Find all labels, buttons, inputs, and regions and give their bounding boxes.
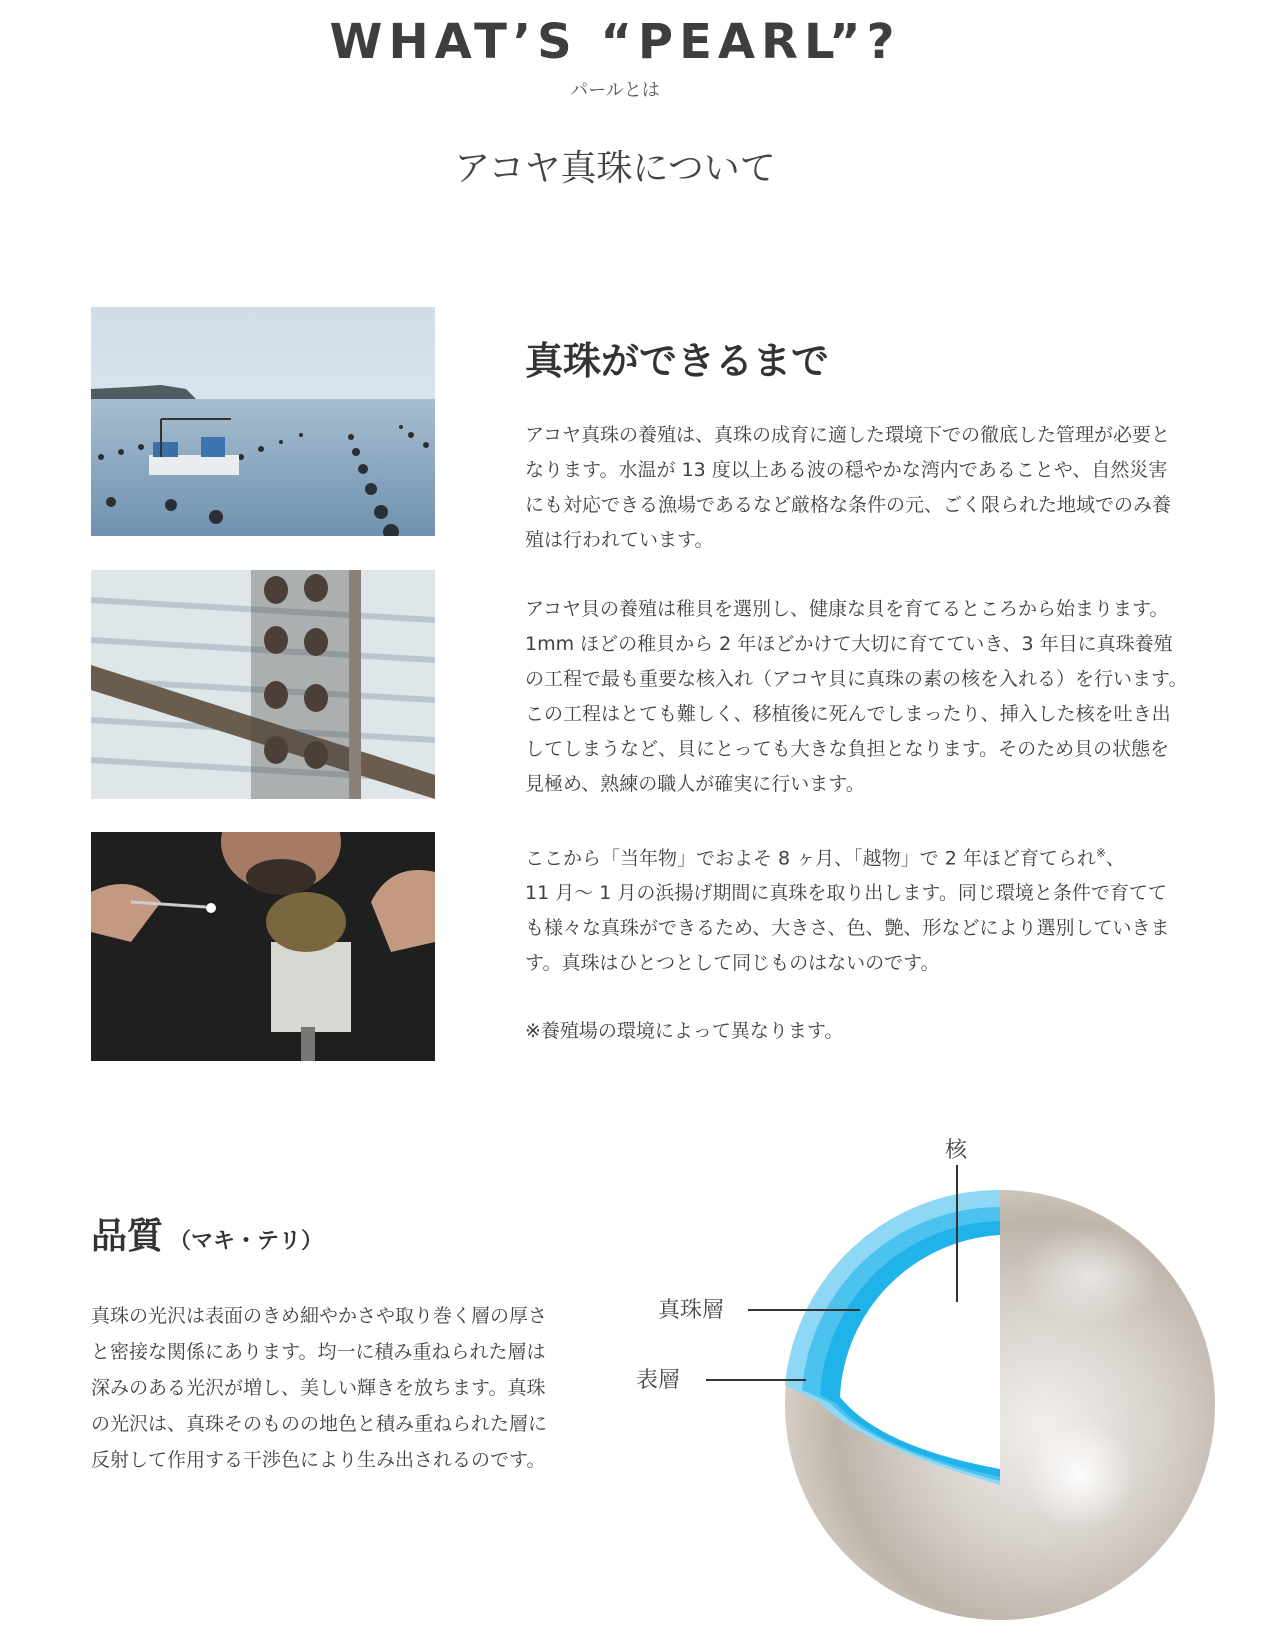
photo-oyster-nets xyxy=(91,570,435,799)
paragraph-line: にも対応できる漁場であるなど厳格な条件の元、ごく限られた地域でのみ養 xyxy=(525,494,1172,516)
paragraph-text: 、 xyxy=(1105,847,1125,870)
paragraph-line: この工程はとても難しく、移植後に死んでしまったり、挿入した核を吐き出 xyxy=(525,703,1171,725)
photo-pearl-farm-sea xyxy=(91,307,435,536)
process-paragraph-1 xyxy=(525,418,1225,558)
quality-heading xyxy=(91,1208,323,1259)
label-core: 核 xyxy=(945,1138,968,1163)
paragraph-line: 深みのある光沢が増し、美しい輝きを放ちます。真珠 xyxy=(91,1377,546,1399)
paragraph-line: の工程で最も重要な核入れ（アコヤ貝に真珠の素の核を入れる）を行います。 xyxy=(525,668,1188,690)
footnote: ※養殖場の環境によって異なります。 xyxy=(525,1020,844,1042)
paragraph-line: してしまうなど、貝にとっても大きな負担となります。そのため貝の状態を xyxy=(525,738,1170,760)
footnote-mark: ※ xyxy=(1095,846,1106,860)
label-nacre: 真珠層 xyxy=(658,1298,725,1323)
quality-paragraph xyxy=(91,1298,591,1478)
leader-line-nacre xyxy=(748,1309,860,1311)
paragraph-line: と密接な関係にあります。均一に積み重ねられた層は xyxy=(91,1341,546,1363)
label-surface: 表層 xyxy=(636,1368,681,1393)
leader-line-surface xyxy=(706,1379,806,1381)
paragraph-line: 殖は行われています。 xyxy=(525,529,714,551)
paragraph-line: アコヤ貝の養殖は稚貝を選別し、健康な貝を育てるところから始まります。 xyxy=(525,598,1169,620)
leader-line-core xyxy=(956,1165,958,1302)
paragraph-line xyxy=(525,836,1225,876)
paragraph-line: アコヤ真珠の養殖は、真珠の成育に適した環境下での徹底した管理が必要と xyxy=(525,424,1171,446)
section-title: アコヤ真珠について xyxy=(454,148,776,189)
page-hero-subtitle: パールとは xyxy=(570,80,660,101)
process-paragraph-3 xyxy=(525,836,1225,981)
quality-heading-main: 品質 xyxy=(91,1216,164,1257)
paragraph-line: 反射して作用する干渉色により生み出されるのです。 xyxy=(91,1449,546,1471)
paragraph-line: なります。水温が 13 度以上ある波の穏やかな湾内であることや、自然災害 xyxy=(525,459,1168,481)
quality-heading-sub: （マキ・テリ） xyxy=(169,1229,324,1254)
page-hero-title: WHAT’S “PEARL”? xyxy=(329,14,901,70)
paragraph-line: 見極め、熟練の職人が確実に行います。 xyxy=(525,773,865,795)
paragraph-line: の光沢は、真珠そのものの地色と積み重ねられた層に xyxy=(91,1413,548,1435)
process-heading: 真珠ができるまで xyxy=(525,339,830,383)
paragraph-line: 11 月〜 1 月の浜揚げ期間に真珠を取り出します。同じ環境と条件で育てて xyxy=(525,882,1167,905)
paragraph-line: も様々な真珠ができるため、大きさ、色、艶、形などにより選別していきま xyxy=(525,917,1170,940)
process-paragraph-2 xyxy=(525,592,1225,802)
paragraph-line: 1mm ほどの稚貝から 2 年ほどかけて大切に育てていき、3 年目に真珠養殖 xyxy=(525,633,1173,655)
paragraph-line: す。真珠はひとつとして同じものはないのです。 xyxy=(525,952,940,975)
photo-nucleus-insertion xyxy=(91,832,435,1061)
paragraph-line: 真珠の光沢は表面のきめ細やかさや取り巻く層の厚さ xyxy=(91,1305,548,1327)
paragraph-text: ここから「当年物」でおよそ 8 ヶ月、「越物」で 2 年ほど育てられ xyxy=(525,847,1096,870)
pearl-cross-section-diagram xyxy=(780,1185,1220,1625)
